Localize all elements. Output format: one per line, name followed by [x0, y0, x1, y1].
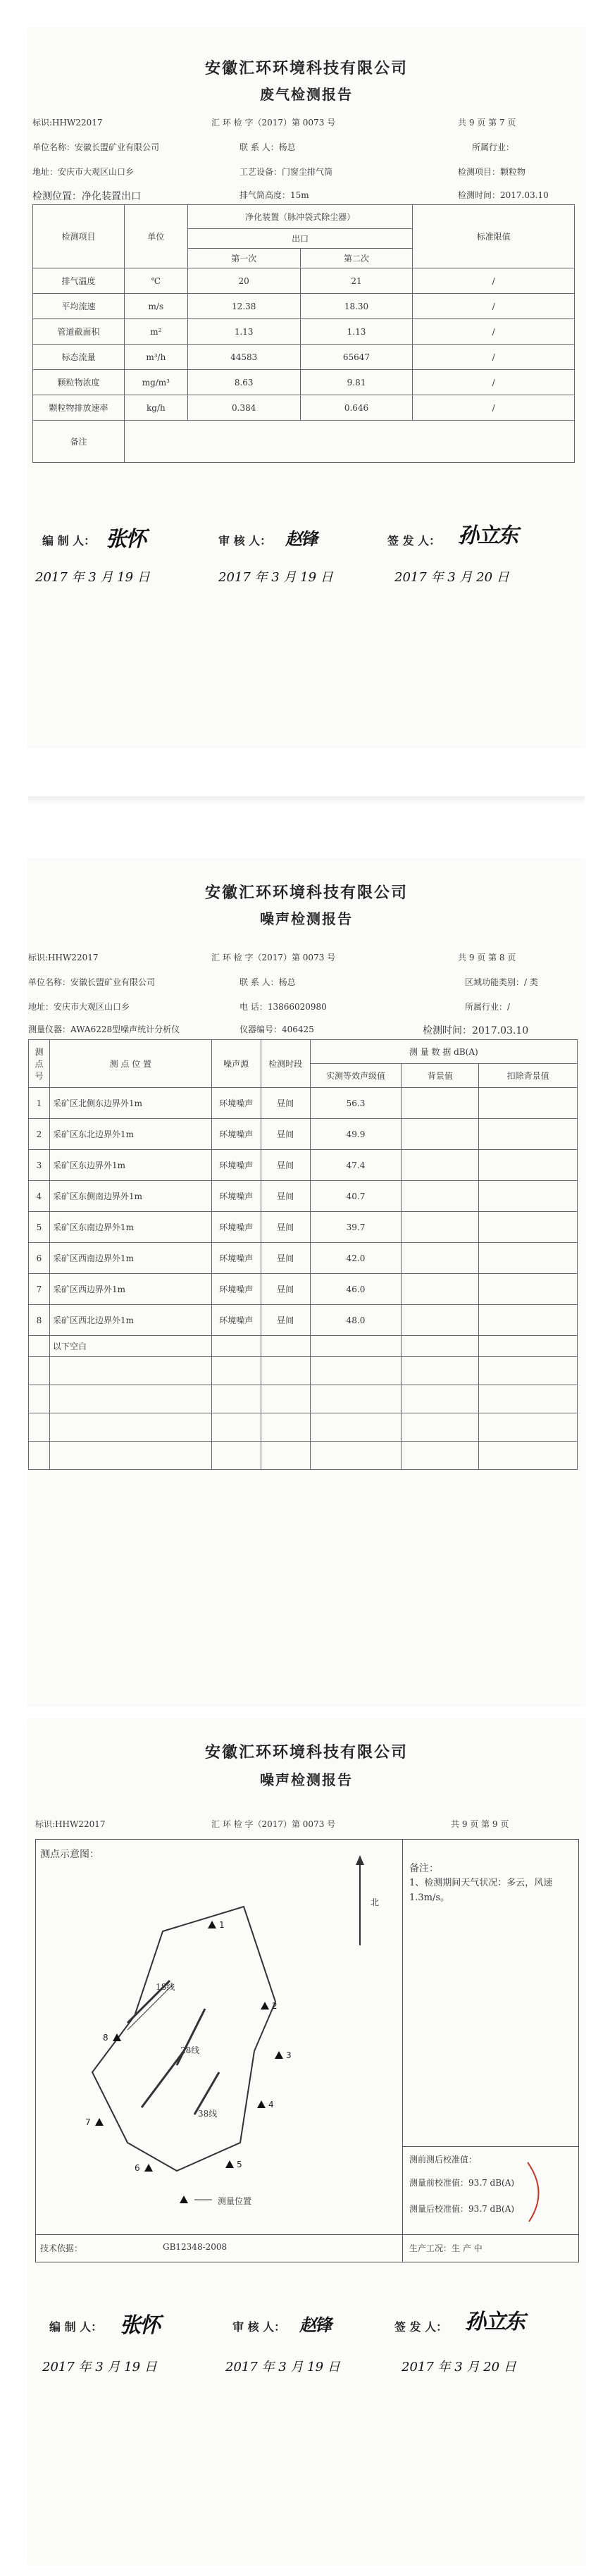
north-label: 北	[371, 1897, 380, 1907]
instrument-value: AWA6228型噪声统计分析仪	[70, 1024, 180, 1034]
condition-row	[409, 2242, 483, 2254]
row-name: 管道截面积	[33, 319, 125, 345]
row-limit: /	[413, 395, 575, 421]
svg-text:1: 1	[219, 1920, 225, 1930]
client-row	[32, 141, 159, 153]
table-row	[33, 370, 575, 395]
industry-row	[472, 141, 514, 153]
row-no: 2	[29, 1119, 50, 1150]
row-name: 排气温度	[33, 268, 125, 294]
company-name: 安徽汇环环境科技有限公司	[204, 884, 408, 902]
col-no: 测点号	[29, 1040, 50, 1088]
remark-label: 备注	[33, 421, 125, 463]
instrument-no-row	[239, 1023, 314, 1035]
row-background	[402, 1305, 479, 1336]
row-corrected	[479, 1305, 578, 1336]
row-measured: 46.0	[310, 1274, 402, 1305]
approver-label: 签 发 人：	[387, 534, 441, 547]
phone-value: 13866020980	[267, 1002, 327, 1012]
report-number: 汇 环 检 字（2017）第 0073 号	[211, 118, 336, 128]
diagram-divider	[402, 1840, 403, 2234]
page-info: 共 9 页 第 9 页	[451, 1819, 509, 1829]
row-unit: m²	[124, 319, 187, 345]
row-no: 4	[29, 1181, 50, 1212]
date-label: 检测时间：	[458, 190, 501, 200]
row-measured: 42.0	[310, 1243, 402, 1274]
editor-signature: 张怀	[120, 2313, 159, 2338]
zone-label: 区域功能类别：	[465, 977, 525, 987]
point-marker-7	[95, 2118, 104, 2126]
calib-before-value: 93.7 dB(A)	[468, 2178, 515, 2188]
table-row	[29, 1181, 578, 1212]
page-info: 共 9 页 第 8 页	[458, 953, 516, 962]
row-background	[402, 1243, 479, 1274]
instrument-no-label: 仪器编号：	[239, 1024, 282, 1034]
date-row	[423, 1023, 528, 1037]
instrument-label: 测量仪器：	[28, 1024, 71, 1034]
height-row	[239, 189, 309, 201]
legend-label: 测量位置	[218, 2196, 252, 2206]
line-38	[142, 2051, 184, 2107]
instrument-no-value: 406425	[282, 1024, 314, 1034]
row-name: 颗粒物浓度	[33, 370, 125, 395]
row-source: 环境噪声	[211, 1150, 261, 1181]
contact-value: 杨总	[278, 977, 296, 987]
row-background	[402, 1181, 479, 1212]
svg-text:4: 4	[268, 2100, 274, 2110]
row-period: 昼间	[261, 1181, 310, 1212]
svg-text:3: 3	[286, 2050, 292, 2060]
measure-points	[95, 1921, 283, 2203]
client-label: 单位名称：	[32, 142, 75, 152]
table-row	[29, 1212, 578, 1243]
row-location: 采矿区东边界外1m	[49, 1150, 211, 1181]
table-row	[29, 1243, 578, 1274]
row-unit: mg/m³	[124, 370, 187, 395]
process-value: 门窗尘排气筒	[282, 167, 333, 177]
row-corrected	[479, 1150, 578, 1181]
page-separator	[28, 796, 585, 805]
row-name: 平均流速	[33, 294, 125, 319]
row-measured: 47.4	[310, 1150, 402, 1181]
calib-after-value: 93.7 dB(A)	[468, 2204, 515, 2214]
row-measured: 39.7	[310, 1212, 402, 1243]
condition-label: 生产工况：	[409, 2243, 452, 2253]
row-unit: ℃	[124, 268, 187, 294]
table-row	[33, 345, 575, 370]
process-row	[239, 166, 332, 178]
zone-28: 28线	[180, 2045, 200, 2055]
exhaust-table	[32, 204, 575, 463]
row-limit: /	[413, 294, 575, 319]
remark-label: 备注：	[409, 1863, 439, 1874]
row-location: 采矿区西南边界外1m	[49, 1243, 211, 1274]
row-value-first: 8.63	[187, 370, 300, 395]
row-source: 环境噪声	[211, 1181, 261, 1212]
table-row	[29, 1088, 578, 1119]
col-source: 噪声源	[211, 1040, 261, 1088]
row-unit: kg/h	[124, 395, 187, 421]
contact-row	[239, 976, 296, 988]
zone-18: 18线	[156, 1982, 175, 1992]
basis-label: 技术依据：	[40, 2243, 83, 2253]
address-value: 安庆市大观区山口乡	[54, 1002, 130, 1012]
row-period: 昼间	[261, 1119, 310, 1150]
phone-label: 电 话：	[239, 1002, 268, 1012]
footer-row	[35, 2234, 579, 2262]
row-source: 环境噪声	[211, 1212, 261, 1243]
line-28	[177, 2009, 205, 2065]
page-info: 共 9 页 第 7 页	[458, 118, 516, 128]
process-label: 工艺设备：	[239, 167, 282, 177]
svg-text:8: 8	[103, 2033, 108, 2043]
row-source: 环境噪声	[211, 1088, 261, 1119]
row-source: 环境噪声	[211, 1305, 261, 1336]
row-value-second: 65647	[300, 345, 413, 370]
row-corrected	[479, 1119, 578, 1150]
approver-date: 2017 年 3 月 20 日	[394, 570, 509, 585]
approver-signature: 孙立东	[458, 524, 517, 548]
col-corrected: 扣除背景值	[479, 1064, 578, 1088]
date-row	[458, 189, 549, 201]
row-location: 采矿区东侧南边界外1m	[49, 1181, 211, 1212]
editor-label: 编 制 人：	[49, 2320, 103, 2334]
industry-value: /	[507, 1002, 511, 1012]
col-item: 检测项目	[33, 205, 125, 268]
row-value-first: 1.13	[187, 319, 300, 345]
date-value: 2017.03.10	[472, 1025, 529, 1036]
col-background: 背景值	[402, 1064, 479, 1088]
row-value-second: 18.30	[300, 294, 413, 319]
address-row	[32, 166, 134, 178]
row-limit: /	[413, 345, 575, 370]
row-period: 昼间	[261, 1305, 310, 1336]
zone-value: / 类	[524, 977, 538, 987]
col-location: 测 点 位 置	[49, 1040, 211, 1088]
editor-date: 2017 年 3 月 19 日	[35, 570, 150, 585]
row-value-second: 21	[300, 268, 413, 294]
client-value: 安徽长盟矿业有限公司	[70, 977, 156, 987]
contact-label: 联 系 人：	[239, 142, 279, 152]
row-unit: m³/h	[124, 345, 187, 370]
row-no: 6	[29, 1243, 50, 1274]
report-title: 废气检测报告	[260, 86, 353, 103]
approver-signature: 孙立东	[465, 2310, 524, 2334]
svg-text:7: 7	[85, 2117, 91, 2127]
client-row	[28, 976, 155, 988]
row-corrected	[479, 1181, 578, 1212]
row-value-first: 12.38	[187, 294, 300, 319]
row-period: 昼间	[261, 1150, 310, 1181]
row-corrected	[479, 1212, 578, 1243]
diagram-frame	[35, 1839, 579, 2235]
row-name: 标态流量	[33, 345, 125, 370]
col-measured: 实测等效声级值	[310, 1064, 402, 1088]
col-period: 检测时段	[261, 1040, 310, 1088]
form-code: 标识:HHW22017	[32, 118, 103, 128]
address-label: 地址：	[32, 167, 58, 177]
north-arrow-icon	[356, 1855, 364, 1865]
svg-text:2: 2	[272, 2001, 278, 2011]
calibration-label: 测前测后校准值：	[409, 2155, 478, 2165]
row-measured: 48.0	[310, 1305, 402, 1336]
col-limit: 标准限值	[413, 205, 575, 268]
row-value-first: 44583	[187, 345, 300, 370]
end-note: 以下空白	[49, 1336, 211, 1357]
col-device: 净化装置（脉冲袋式除尘器）	[187, 205, 413, 229]
reviewer-signature: 赵锋	[285, 528, 316, 549]
row-limit: /	[413, 319, 575, 345]
point-marker-4	[257, 2100, 266, 2108]
col-second: 第二次	[300, 249, 413, 268]
page-exhaust-report	[28, 28, 585, 747]
reviewer-date: 2017 年 3 月 19 日	[225, 2360, 340, 2374]
point-marker-1	[208, 1921, 216, 1928]
row-corrected	[479, 1088, 578, 1119]
row-measured: 49.9	[310, 1119, 402, 1150]
table-row	[33, 319, 575, 345]
item-value: 颗粒物	[500, 167, 526, 177]
table-row	[33, 294, 575, 319]
editor-signature: 张怀	[106, 527, 145, 552]
row-no: 3	[29, 1150, 50, 1181]
calib-after-label: 测量后校准值：	[409, 2204, 469, 2214]
row-source: 环境噪声	[211, 1243, 261, 1274]
address-value: 安庆市大观区山口乡	[58, 167, 135, 177]
col-outlet: 出口	[187, 229, 413, 249]
contact-label: 联 系 人：	[239, 977, 279, 987]
height-label: 排气筒高度：	[239, 190, 291, 200]
row-location: 采矿区西边界外1m	[49, 1274, 211, 1305]
contact-row	[239, 141, 296, 153]
row-value-second: 9.81	[300, 370, 413, 395]
point-row	[32, 189, 141, 203]
row-name: 颗粒物排放速率	[33, 395, 125, 421]
row-period: 昼间	[261, 1088, 310, 1119]
row-no: 8	[29, 1305, 50, 1336]
row-location: 采矿区西北边界外1m	[49, 1305, 211, 1336]
reviewer-label: 审 核 人：	[218, 534, 272, 547]
form-code: 标识:HHW22017	[35, 1819, 106, 1829]
col-unit: 单位	[124, 205, 187, 268]
table-row	[29, 1305, 578, 1336]
row-corrected	[479, 1243, 578, 1274]
basis-value: GB12348-2008	[163, 2242, 228, 2252]
col-first: 第一次	[187, 249, 300, 268]
approver-label: 签 发 人：	[394, 2320, 448, 2334]
instrument-row	[28, 1023, 180, 1035]
row-period: 昼间	[261, 1243, 310, 1274]
red-check-mark	[522, 2157, 550, 2227]
row-location: 采矿区东北边界外1m	[49, 1119, 211, 1150]
industry-label: 所属行业：	[472, 142, 515, 152]
row-background	[402, 1150, 479, 1181]
row-value-second: 1.13	[300, 319, 413, 345]
calib-divider	[402, 2146, 578, 2147]
report-number: 汇 环 检 字（2017）第 0073 号	[211, 953, 336, 962]
table-row	[29, 1274, 578, 1305]
row-location: 采矿区东南边界外1m	[49, 1212, 211, 1243]
address-row	[28, 1001, 130, 1013]
page-noise-report-b	[28, 1719, 585, 2565]
svg-text:5: 5	[237, 2160, 242, 2169]
reviewer-date: 2017 年 3 月 19 日	[218, 570, 333, 585]
svg-text:6: 6	[135, 2163, 140, 2173]
client-value: 安徽长盟矿业有限公司	[75, 142, 160, 152]
diagram-label: 测点示意图：	[40, 1849, 99, 1860]
address-label: 地址：	[28, 1002, 54, 1012]
row-corrected	[479, 1274, 578, 1305]
noise-table	[28, 1039, 578, 1470]
point-marker-2	[261, 2002, 269, 2010]
row-no: 1	[29, 1088, 50, 1119]
report-title: 噪声检测报告	[260, 910, 353, 927]
company-name: 安徽汇环环境科技有限公司	[204, 1743, 408, 1761]
table-row	[33, 268, 575, 294]
row-source: 环境噪声	[211, 1274, 261, 1305]
height-value: 15m	[290, 190, 309, 200]
col-result: 测 量 数 据 dB(A)	[310, 1040, 577, 1064]
row-limit: /	[413, 370, 575, 395]
remark-value	[124, 421, 574, 463]
row-period: 昼间	[261, 1274, 310, 1305]
reviewer-label: 审 核 人：	[232, 2320, 286, 2334]
footer-divider	[402, 2234, 403, 2262]
zone-row	[465, 976, 538, 988]
row-period: 昼间	[261, 1212, 310, 1243]
row-measured: 56.3	[310, 1088, 402, 1119]
row-background	[402, 1274, 479, 1305]
point-marker-5	[225, 2160, 234, 2168]
date-value: 2017.03.10	[500, 190, 549, 200]
calib-after-row	[409, 2203, 514, 2215]
contact-value: 杨总	[278, 142, 296, 152]
table-row	[29, 1150, 578, 1181]
zone-38: 38线	[198, 2109, 218, 2119]
row-value-first: 0.384	[187, 395, 300, 421]
row-measured: 40.7	[310, 1181, 402, 1212]
row-location: 采矿区北侧东边界外1m	[49, 1088, 211, 1119]
condition-value: 生 产 中	[452, 2243, 483, 2253]
report-title: 噪声检测报告	[260, 1771, 353, 1788]
row-background	[402, 1119, 479, 1150]
legend-marker	[180, 2196, 188, 2203]
industry-label: 所属行业：	[465, 1002, 508, 1012]
calib-before-row	[409, 2176, 514, 2188]
site-diagram	[36, 1840, 402, 2234]
table-row	[29, 1119, 578, 1150]
item-label: 检测项目：	[458, 167, 501, 177]
reviewer-signature: 赵锋	[299, 2315, 330, 2335]
approver-date: 2017 年 3 月 20 日	[402, 2360, 516, 2374]
calib-before-label: 测量前校准值：	[409, 2178, 469, 2188]
report-number: 汇 环 检 字（2017）第 0073 号	[211, 1819, 336, 1829]
company-name: 安徽汇环环境科技有限公司	[204, 59, 408, 78]
date-label: 检测时间：	[423, 1025, 472, 1036]
row-limit: /	[413, 268, 575, 294]
phone-row	[239, 1001, 327, 1013]
point-marker-3	[275, 2051, 283, 2059]
editor-label: 编 制 人：	[42, 534, 96, 547]
point-value: 净化装置出口	[82, 191, 141, 202]
form-code: 标识:HHW22017	[28, 953, 99, 962]
item-row	[458, 166, 525, 178]
table-row	[33, 395, 575, 421]
row-source: 环境噪声	[211, 1119, 261, 1150]
row-value-second: 0.646	[300, 395, 413, 421]
row-background	[402, 1088, 479, 1119]
row-no: 7	[29, 1274, 50, 1305]
row-background	[402, 1212, 479, 1243]
remark-text: 1、检测期间天气状况：多云，风速1.3m/s。	[409, 1878, 553, 1903]
editor-date: 2017 年 3 月 19 日	[42, 2360, 157, 2374]
row-unit: m/s	[124, 294, 187, 319]
client-label: 单位名称：	[28, 977, 71, 987]
point-marker-6	[144, 2164, 153, 2172]
point-label: 检测位置：	[32, 191, 82, 202]
row-value-first: 20	[187, 268, 300, 294]
row-no: 5	[29, 1212, 50, 1243]
industry-row	[465, 1001, 510, 1013]
page-noise-report-a	[28, 860, 585, 1705]
